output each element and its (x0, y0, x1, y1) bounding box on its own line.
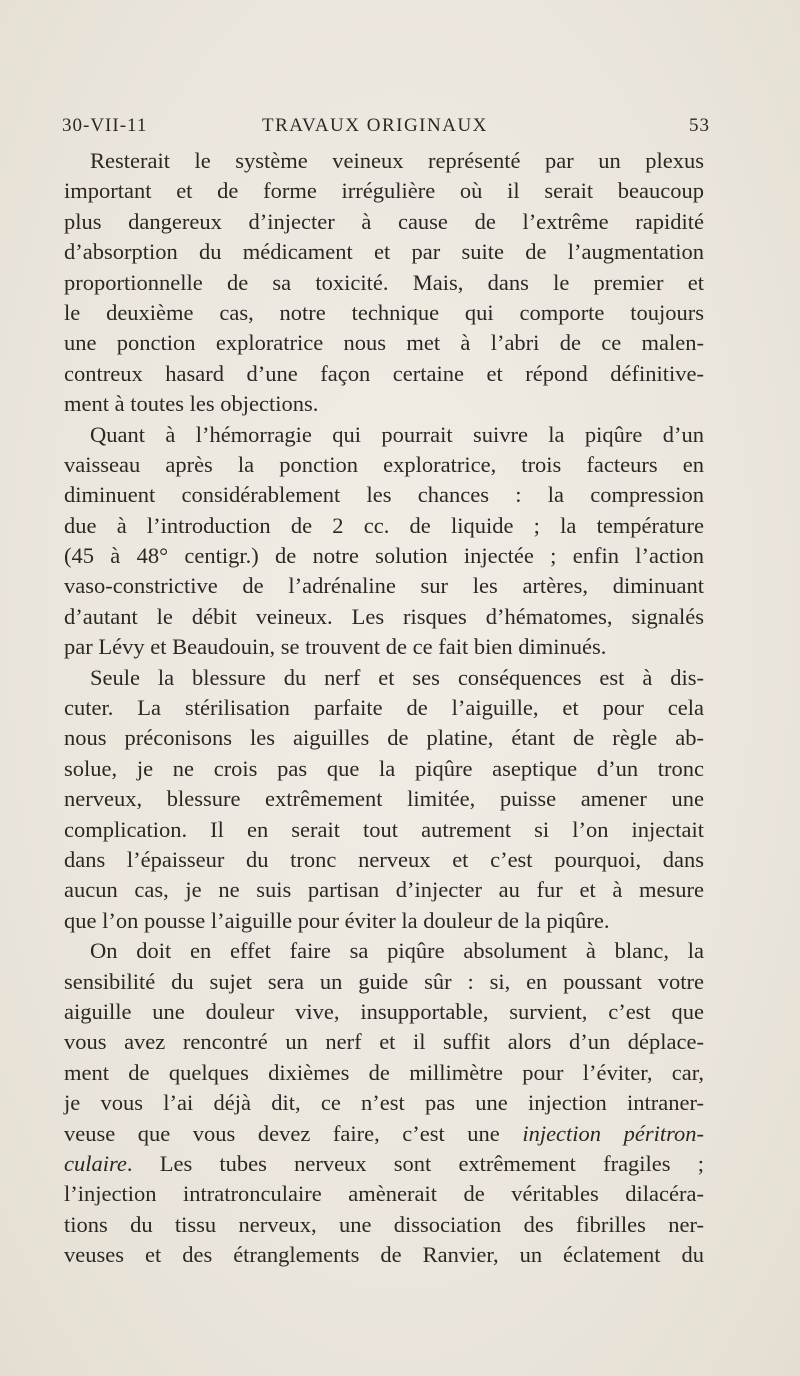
text-line: une ponction exploratrice nous met à l’abri de ce malen- (64, 330, 704, 356)
text-line: Quant à l’hémorragie qui pourrait suivre la piqûre d’un (90, 421, 704, 447)
text-line: (45 à 48° centigr.) de notre solution injectée ; enfin l’action (64, 543, 704, 569)
text-line: l’injection intratronculaire amènerait de véritables dilacéra- (64, 1181, 704, 1207)
text-segment: veuse que vous devez faire, c’est une (64, 1120, 523, 1146)
text-line (64, 1149, 704, 1179)
text-line: contreux hasard d’une façon certaine et répond définitive- (64, 360, 704, 386)
text-line: vaso-constrictive de l’adrénaline sur les artères, diminuant (64, 573, 704, 599)
text-line: important et de forme irrégulière où il serait beaucoup (64, 178, 704, 204)
text-line: Resterait le système veineux représenté par un plexus (90, 148, 704, 173)
text-line: complication. Il en serait tout autrement si l’on injectait (64, 816, 704, 842)
text-line: plus dangereux d’injecter à cause de l’extrême rapidité (64, 208, 704, 234)
text-line: par Lévy et Beaudouin, se trouvent de ce fait bien diminués. (64, 634, 607, 660)
text-line (64, 1119, 704, 1149)
text-line: veuses et des étranglements de Ranvier, un éclatement du (64, 1242, 704, 1268)
page-number: 53 (689, 115, 710, 136)
text-line: que l’on pousse l’aiguille pour éviter la douleur de la piqûre. (64, 907, 610, 933)
text-line: aucun cas, je ne suis partisan d’injecter au fur et à mesure (64, 877, 704, 903)
text-line: nerveux, blessure extrêmement limitée, puisse amener une (64, 786, 704, 812)
running-header (62, 115, 710, 141)
text-line: On doit en effet faire sa piqûre absolument à blanc, la (90, 938, 704, 964)
text-line: proportionnelle de sa toxicité. Mais, dans le premier et (64, 269, 704, 295)
text-line: tions du tissu nerveux, une dissociation des fibrilles ner- (64, 1211, 704, 1237)
text-line: vous avez rencontré un nerf et il suffit alors d’un déplace- (64, 1029, 704, 1055)
body-text (64, 146, 704, 1270)
text-line: d’absorption du médicament et par suite de l’augmentation (64, 239, 704, 265)
text-line: cuter. La stérilisation parfaite de l’aiguille, et pour cela (64, 695, 704, 721)
text-line: ment de quelques dixièmes de millimètre pour l’éviter, car, (64, 1059, 704, 1085)
text-line: je vous l’ai déjà dit, ce n’est pas une injection intraner- (64, 1090, 704, 1116)
text-segment: . Les tubes nerveux sont extrêmement fragiles ; (126, 1150, 704, 1176)
header-date: 30-VII-11 (62, 115, 148, 136)
text-line: ment à toutes les objections. (64, 391, 319, 417)
text-line: Seule la blessure du nerf et ses conséquences est à dis- (90, 664, 704, 690)
text-line: d’autant le débit veineux. Les risques d’hématomes, signalés (64, 603, 704, 629)
italic-term: injection péritron- (522, 1120, 704, 1146)
text-line: vaisseau après la ponction exploratrice, trois facteurs en (64, 451, 704, 477)
text-line: diminuent considérablement les chances : la compression (64, 482, 704, 508)
text-line: sensibilité du sujet sera un guide sûr : si, en poussant votre (64, 968, 704, 994)
text-line: due à l’introduction de 2 cc. de liquide ; la température (64, 512, 704, 538)
text-line: nous préconisons les aiguilles de platine, étant de règle ab- (64, 725, 704, 751)
italic-term: culaire (64, 1150, 127, 1176)
text-line: solue, je ne crois pas que la piqûre aseptique d’un tronc (64, 755, 704, 781)
header-section-title: TRAVAUX ORIGINAUX (262, 115, 488, 136)
text-line: le deuxième cas, notre technique qui comporte toujours (64, 299, 704, 325)
text-line: dans l’épaisseur du tronc nerveux et c’est pourquoi, dans (64, 846, 704, 872)
text-line: aiguille une douleur vive, insupportable, survient, c’est que (64, 998, 704, 1024)
